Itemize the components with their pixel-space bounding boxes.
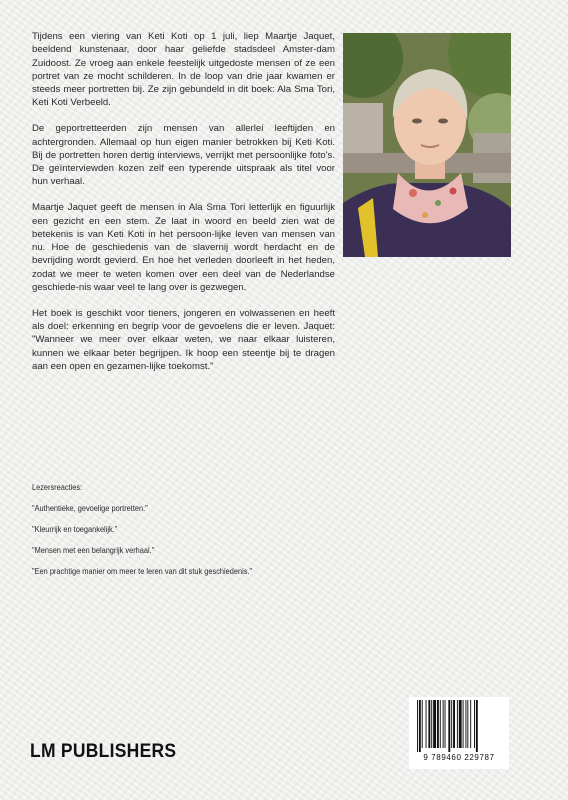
reader-reviews <box>32 482 316 587</box>
barcode-bar <box>431 700 432 748</box>
barcode-bar <box>465 700 466 748</box>
barcode-bar <box>451 700 452 748</box>
review-item: "Mensen met een belangrijk verhaal." <box>32 545 155 555</box>
paragraph-author: Maartje Jaquet geeft de mensen in Ala Sma Tori letterlijk en figuurlijk een gezicht en een stem. Ze laat in woord en beeld zien wat de betekenis is van Keti Koti in het persoon-lijke leven van mensen van nu. Hoe de geschiedenis van de slavernij wordt herdacht en de bevrijding wordt gevierd. En hoe het verleden doorleeft in het heden, zodat we meer te weten komen over een deel van de Nederlandse geschiede-nis waar veel te lang over is gezwegen. <box>32 202 335 294</box>
back-cover-text <box>32 30 335 386</box>
barcode-bar <box>453 700 455 748</box>
review-item: "Kleurrijk en toegankelijk." <box>32 524 118 534</box>
barcode-bar <box>457 700 458 748</box>
barcode-bar <box>470 700 471 748</box>
barcode-bar <box>467 700 468 748</box>
barcode-bar <box>433 700 436 748</box>
barcode-bar <box>437 700 439 748</box>
barcode-bar <box>445 700 446 748</box>
publisher-logo: LM PUBLISHERS <box>30 741 177 762</box>
review-item: "Authentieke, gevoelige portretten." <box>32 503 148 513</box>
paragraph-audience: Het boek is geschikt voor tieners, jongeren en volwassenen en heeft als doel: erkenning en begrip voor de gevoelens die er leven. Jaquet: "Wanneer we meer over elkaar weten, we naar elkaar luisteren, kunnen we elkaar beter begrijpen. Ik hoop een steentje bij te dragen aan een open en gezamen-lijke toekomst." <box>32 307 335 373</box>
barcode-bar <box>428 700 430 748</box>
barcode-bar <box>476 700 478 752</box>
isbn-barcode <box>409 697 509 769</box>
isbn-number: 9 789460 229787 <box>423 753 495 762</box>
barcode-bars <box>415 700 503 752</box>
barcode-bar <box>426 700 427 748</box>
barcode-bar <box>440 700 441 748</box>
barcode-bar <box>422 700 423 748</box>
barcode-bar <box>443 700 444 748</box>
barcode-bar <box>419 700 421 752</box>
paragraph-intro: Tijdens een viering van Keti Koti op 1 juli, liep Maartje Jaquet, beeldend kunstenaar, door haar geliefde stadsdeel Amster-dam Zuidoost. Ze vroeg aan enkele feestelijk uitgedoste mensen of ze een portret van ze mocht schilderen. In de loop van drie jaar kwamen er steeds meer portretten bij. Ze zijn gebundeld in dit boek: Ala Sma Tori, Keti Koti Verbeeld. <box>32 31 335 109</box>
barcode-bar <box>463 700 464 748</box>
barcode-bar <box>459 700 462 748</box>
paragraph-portraits: De geportretteerden zijn mensen van allerlei leeftijden en achtergronden. Allemaal op hun eigen manier betrokken bij Keti Koti. Bij de portretten horen dertig interviews, verrijkt met persoonlijke foto's. De geïnterviewden kozen zelf een typerende uitspraak als titel voor hun verhaal. <box>32 123 335 188</box>
barcode-bar <box>474 700 475 748</box>
barcode-bar <box>417 700 418 752</box>
barcode-bar <box>448 700 450 752</box>
reviews-heading: Lezersreacties: <box>32 482 83 492</box>
author-photo <box>343 33 511 257</box>
review-item: "Een prachtige manier om meer te leren van dit stuk geschiedenis." <box>32 566 253 576</box>
